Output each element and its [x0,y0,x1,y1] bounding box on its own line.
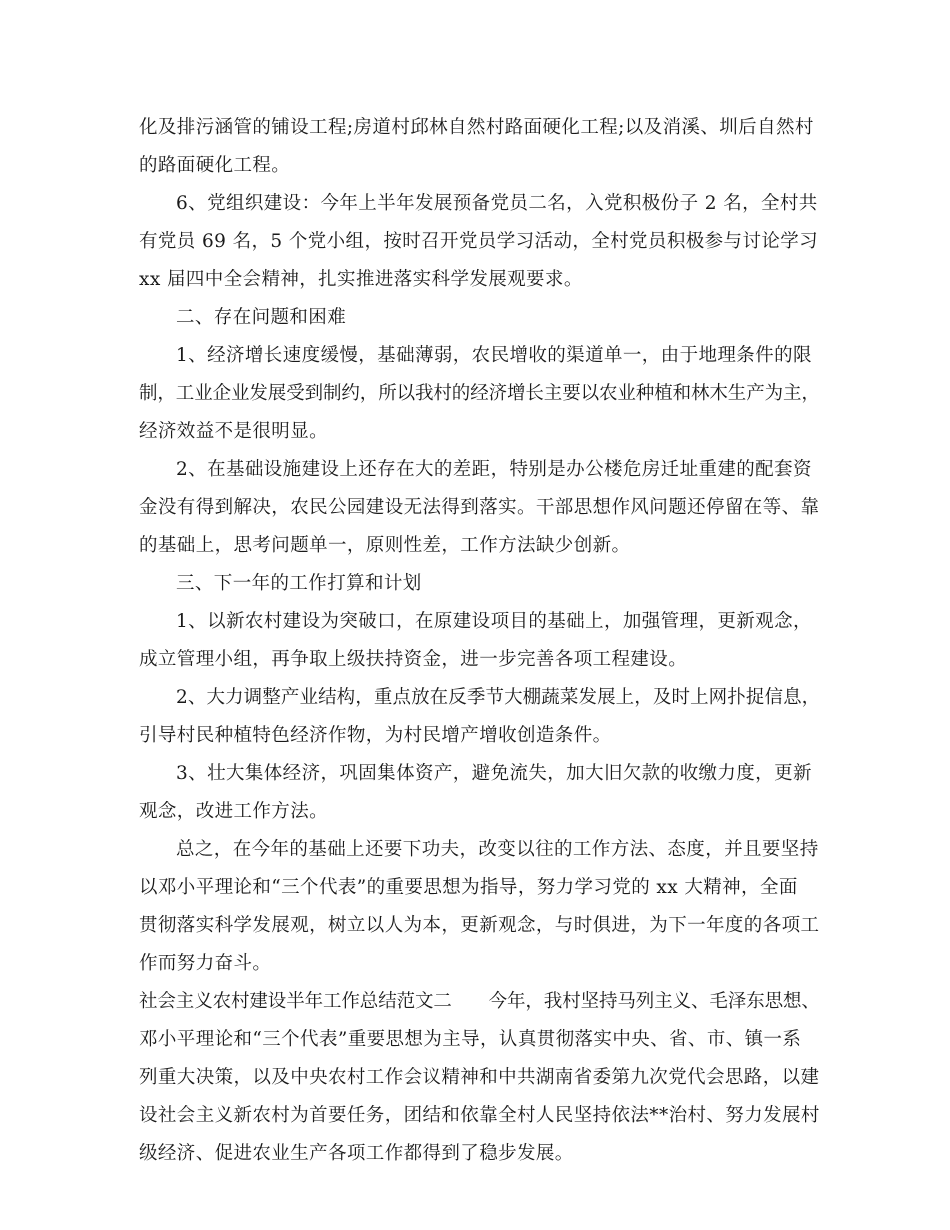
text-line: 邓小平理论和“三个代表”重要思想为主导，认真贯彻落实中央、省、市、镇一系 [139,1029,802,1050]
text-line: 总之，在今年的基础上还要下功夫，改变以往的工作方法、态度，并且要坚持 [176,839,819,860]
text-line: 级经济、促进农业生产各项工作都得到了稳步发展。 [139,1143,574,1164]
text-line: 贯彻落实科学发展观，树立以人为本，更新观念，与时俱进，为下一年度的各项工 [139,915,820,936]
text-line: 的路面硬化工程。 [139,155,291,176]
text-line: 6、党组织建设：今年上半年发展预备党员二名，入党积极份子 2 名，全村共 [176,193,818,214]
text-line: 金没有得到解决，农民公园建设无法得到落实。干部思想作风问题还停留在等、靠 [139,497,820,518]
text-line: 有党员 69 名，5 个党小组，按时召开党员学习活动，全村党员积极参与讨论学习 [139,231,819,252]
text-line: 作而努力奋斗。 [139,953,272,974]
section-heading: 三、下一年的工作打算和计划 [176,573,422,594]
text-line: 1、以新农村建设为突破口，在原建设项目的基础上，加强管理，更新观念， [176,611,812,632]
text-line: xx 届四中全会精神，扎实推进落实科学发展观要求。 [139,269,583,290]
text-line: 引导村民种植特色经济作物，为村民增产增收创造条件。 [139,725,612,746]
text-line: 成立管理小组，再争取上级扶持资金，进一步完善各项工程建设。 [139,649,688,670]
text-line: 化及排污涵管的铺设工程;房道村邱林自然村路面硬化工程;以及消溪、圳后自然村 [139,117,814,138]
text-line: 制，工业企业发展受到制约，所以我村的经济增长主要以农业种植和林木生产为主， [139,383,820,404]
text-line: 1、经济增长速度缓慢，基础薄弱，农民增收的渠道单一，由于地理条件的限 [176,345,812,366]
text-line: 2、在基础设施建设上还存在大的差距，特别是办公楼危房迁址重建的配套资 [176,459,812,480]
text-line: 列重大决策，以及中央农村工作会议精神和中共湖南省委第九次党代会思路，以建 [139,1067,820,1088]
text-line: 观念，改进工作方法。 [139,801,329,822]
text-line: 3、壮大集体经济，巩固集体资产，避免流失，加大旧欠款的收缴力度，更新 [176,763,812,784]
text-line: 设社会主义新农村为首要任务，团结和依靠全村人民坚持依法**治村、努力发展村 [139,1105,820,1126]
text-line: 的基础上，思考问题单一，原则性差，工作方法缺少创新。 [139,535,631,556]
text-line: 社会主义农村建设半年工作总结范文二 今年，我村坚持马列主义、毛泽东思想、 [139,991,820,1012]
text-line: 2、大力调整产业结构，重点放在反季节大棚蔬菜发展上，及时上网扑捉信息， [176,687,821,708]
text-line: 以邓小平理论和“三个代表”的重要思想为指导，努力学习党的 xx 大精神，全面 [139,877,798,898]
section-heading: 二、存在问题和困难 [176,307,347,328]
text-line: 经济效益不是很明显。 [139,421,329,442]
